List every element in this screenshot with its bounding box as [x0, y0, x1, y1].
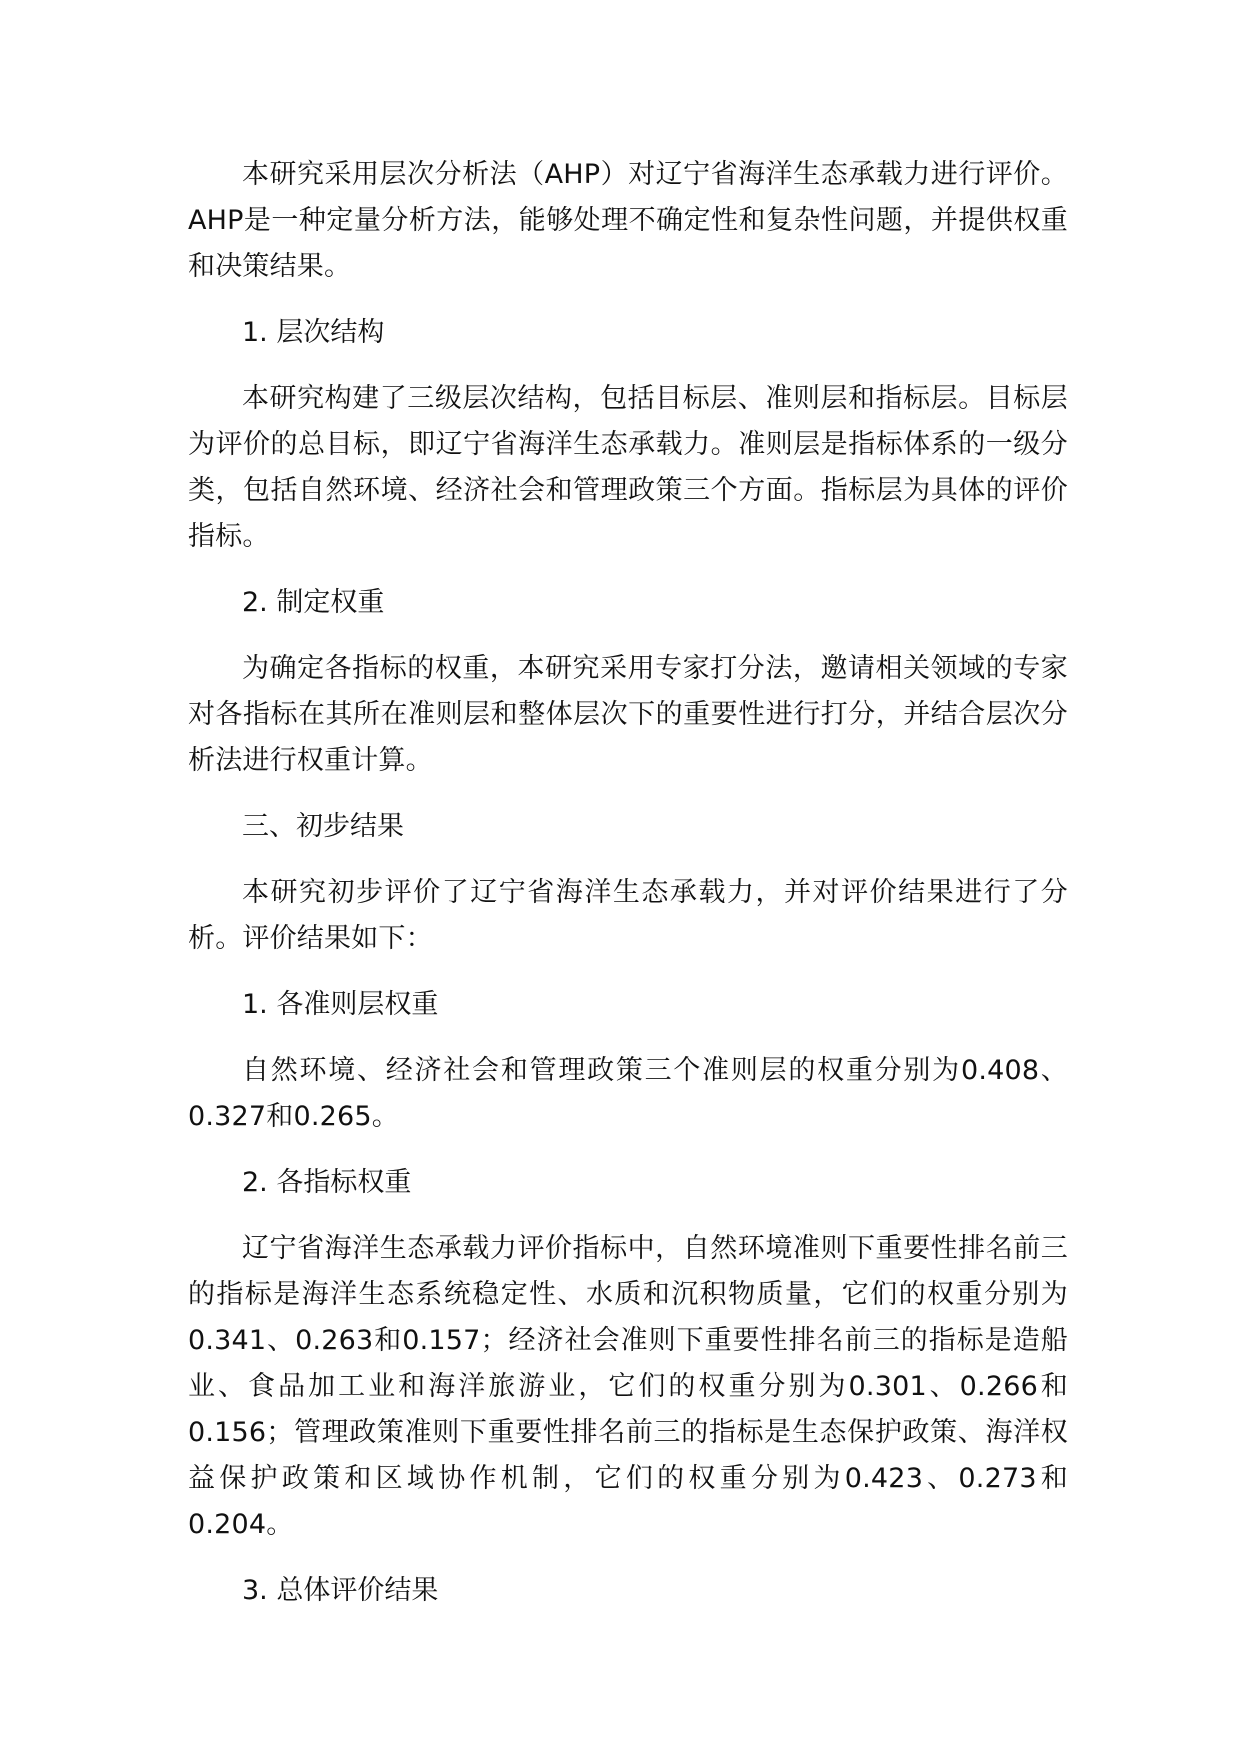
paragraph-preliminary-results: 本研究初步评价了辽宁省海洋生态承载力，并对评价结果进行了分析。评价结果如下：: [188, 877, 1068, 954]
paragraph-indicator-weights: 辽宁省海洋生态承载力评价指标中，自然环境准则下重要性排名前三的指标是海洋生态系统稳定性、水质和沉积物质量，它们的权重分别为0.341、0.263和0.157；经济社会准则下重要性排名前三的指标是造船业、食品加工业和海洋旅游业，它们的权重分别为0.301、0.266和0.156；管理政策准则下重要性排名前三的指标是生态保护政策、海洋权益保护政策和区域协作机制，它们的权重分别为0.423、0.273和0.204。: [188, 1233, 1068, 1540]
paragraph-criteria-weights: 自然环境、经济社会和管理政策三个准则层的权重分别为0.408、0.327和0.265。: [188, 1055, 1068, 1132]
heading-hierarchy-structure: 1. 层次结构: [242, 317, 385, 348]
heading-set-weights: 2. 制定权重: [242, 587, 385, 618]
document-body: [188, 152, 1068, 1634]
paragraph-ahp-intro: 本研究采用层次分析法（AHP）对辽宁省海洋生态承载力进行评价。AHP是一种定量分析方法，能够处理不确定性和复杂性问题，并提供权重和决策结果。: [188, 159, 1068, 282]
heading-overall-results: 3. 总体评价结果: [242, 1575, 439, 1606]
paragraph-hierarchy-structure: 本研究构建了三级层次结构，包括目标层、准则层和指标层。目标层为评价的总目标，即辽宁省海洋生态承载力。准则层是指标体系的一级分类，包括自然环境、经济社会和管理政策三个方面。指标层为具体的评价指标。: [188, 383, 1068, 552]
heading-preliminary-results: 三、初步结果: [242, 811, 404, 842]
heading-indicator-weights: 2. 各指标权重: [242, 1167, 412, 1198]
paragraph-set-weights: 为确定各指标的权重，本研究采用专家打分法，邀请相关领域的专家对各指标在其所在准则层和整体层次下的重要性进行打分，并结合层次分析法进行权重计算。: [188, 653, 1068, 776]
heading-criteria-weights: 1. 各准则层权重: [242, 989, 439, 1020]
